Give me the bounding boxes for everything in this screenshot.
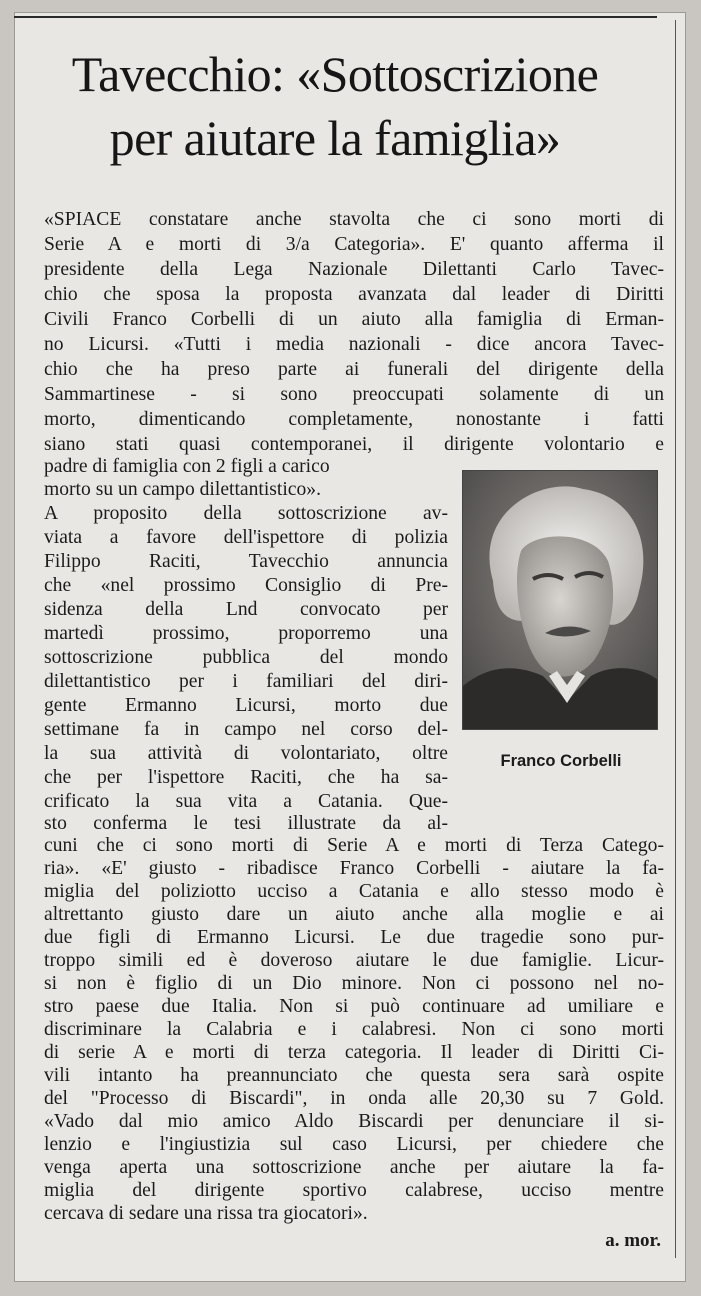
body-line: lenzio e l'ingiustizia sul caso Licursi, per chiedere che [44, 1134, 664, 1155]
body-line: Sammartinese - si sono preoccupati solamente di un [44, 384, 664, 405]
body-line: Civili Franco Corbelli di un aiuto alla famiglia di Erman- [44, 309, 664, 330]
body-line: del "Processo di Biscardi", in onda alle 20,30 su 7 Gold. [44, 1088, 664, 1109]
headline-line-1: Tavecchio: «Sottoscrizione [71, 46, 599, 102]
body-line: miglia del poliziotto ucciso a Catania e allo stesso modo è [44, 881, 664, 902]
body-line: chio che sposa la proposta avanzata dal leader di Diritti [44, 284, 664, 305]
body-line: morto, dimenticando completamente, nonostante i fatti [44, 409, 664, 430]
body-line: sidenza della Lnd convocato per [44, 599, 448, 620]
body-line: viata a favore dell'ispettore di polizia [44, 527, 448, 548]
headline [20, 42, 650, 170]
body-line: di serie A e morti di terza categoria. Il leader di Diritti Ci- [44, 1042, 664, 1063]
body-line: A proposito della sottoscrizione av- [44, 503, 448, 524]
body-line: Serie A e morti di 3/a Categoria». E' quanto afferma il [44, 234, 664, 255]
body-line: no Licursi. «Tutti i media nazionali - dice ancora Tavec- [44, 334, 664, 355]
top-rule [14, 16, 657, 18]
body-line: la sua attività di volontariato, oltre [44, 743, 448, 764]
body-line: venga aperta una sottoscrizione anche per aiutare la fa- [44, 1157, 664, 1178]
right-column-rule [675, 20, 676, 1258]
author-signature: a. mor. [605, 1230, 661, 1251]
body-line: stro paese due Italia. Non si può continuare ad umiliare e [44, 996, 664, 1017]
body-line: si non è figlio di un Dio minore. Non ci possono nel no- [44, 973, 664, 994]
body-line: altrettanto giusto dare un aiuto anche alla moglie e ai [44, 904, 664, 925]
body-line: sto conferma le tesi illustrate da al- [44, 813, 448, 834]
portrait-photo [462, 470, 658, 730]
body-line: dilettantistico per i familiari del diri- [44, 671, 448, 692]
body-line: che «nel prossimo Consiglio di Pre- [44, 575, 448, 596]
body-line: discriminare la Calabria e i calabresi. Non ci sono morti [44, 1019, 664, 1040]
body-line: crificato la sua vita a Catania. Que- [44, 791, 448, 812]
portrait-illustration [463, 471, 658, 730]
body-line: padre di famiglia con 2 figli a carico [44, 456, 330, 477]
body-line: chio che ha preso parte ai funerali del dirigente della [44, 359, 664, 380]
body-line: vili intanto ha preannunciato che questa sera sarà ospite [44, 1065, 664, 1086]
body-line: siano stati quasi contemporanei, il dirigente volontario e [44, 434, 664, 455]
body-line: gente Ermanno Licursi, morto due [44, 695, 448, 716]
body-line: miglia del dirigente sportivo calabrese, ucciso mentre [44, 1180, 664, 1201]
body-line: martedì prossimo, proporremo una [44, 623, 448, 644]
body-line: ria». «E' giusto - ribadisce Franco Corbelli - aiutare la fa- [44, 858, 664, 879]
body-line: «SPIACE constatare anche stavolta che ci sono morti di [44, 209, 664, 230]
body-line: cercava di sedare una rissa tra giocatori». [44, 1203, 368, 1224]
body-line: che per l'ispettore Raciti, che ha sa- [44, 767, 448, 788]
body-line: presidente della Lega Nazionale Dilettanti Carlo Tavec- [44, 259, 664, 280]
headline-line-2: per aiutare la famiglia» [109, 110, 561, 166]
body-line: morto su un campo dilettantistico». [44, 479, 321, 500]
body-line: sottoscrizione pubblica del mondo [44, 647, 448, 668]
body-line: «Vado dal mio amico Aldo Biscardi per denunciare il si- [44, 1111, 664, 1132]
body-line: cuni che ci sono morti di Serie A e morti di Terza Catego- [44, 835, 664, 856]
body-line: troppo simili ed è doveroso aiutare le due famiglie. Licur- [44, 950, 664, 971]
body-line: settimane fa in campo nel corso del- [44, 719, 448, 740]
body-line: due figli di Ermanno Licursi. Le due tragedie sono pur- [44, 927, 664, 948]
photo-caption: Franco Corbelli [500, 752, 622, 770]
body-line: Filippo Raciti, Tavecchio annuncia [44, 551, 448, 572]
